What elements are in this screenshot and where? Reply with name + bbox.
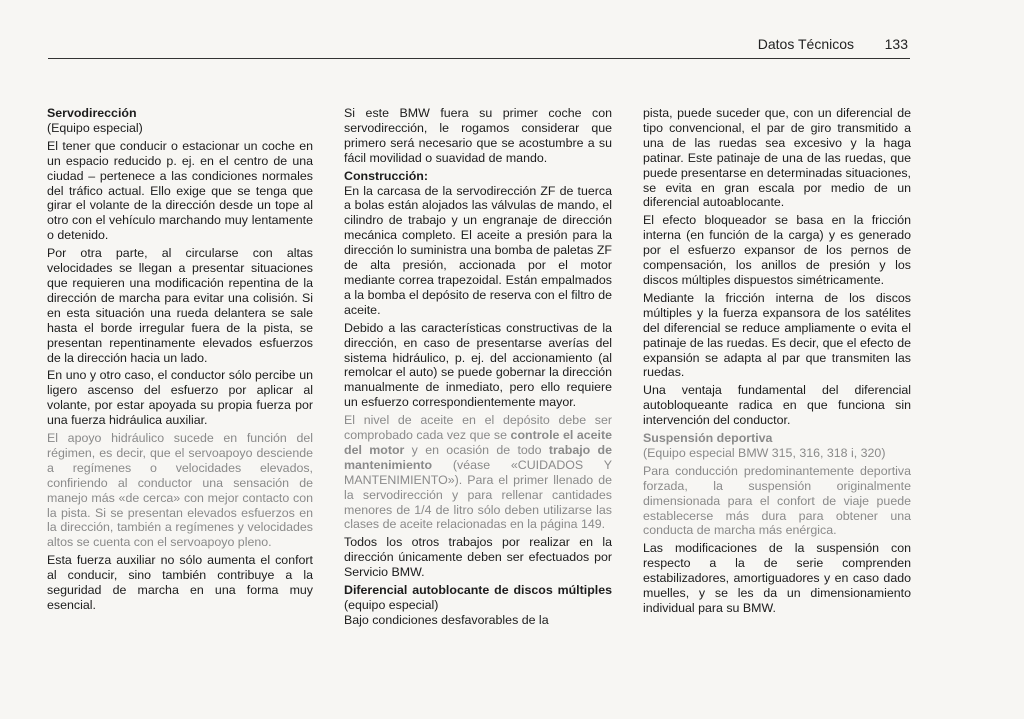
page-number: 133 xyxy=(884,36,908,52)
header-rule xyxy=(48,58,910,59)
heading-diferencial-block xyxy=(344,583,612,613)
paragraph: El tener que conducir o estacionar un coche en un espacio reducido p. ej. en el centro de una ciudad – pertenece a las condiciones normales del tráfico actual. Ello exige que se tenga que girar el volante de la dirección desde un tope al otro con el vehículo marchando muy lentamente o detenido. xyxy=(47,138,313,243)
page-header xyxy=(48,36,910,60)
paragraph-oil-level xyxy=(344,413,612,532)
paragraph: Una ventaja fundamental del diferencial autobloqueante radica en que funciona sin intervención del conductor. xyxy=(643,383,911,428)
text-run: y en ocasión de todo xyxy=(404,442,549,457)
paragraph: Todos los otros trabajos por realizar en la dirección únicamente deben ser efectuados por Servicio BMW. xyxy=(344,535,612,580)
text-run: (véase «CUIDADOS Y MANTENIMIENTO»). Para el primer llenado de la servodirección y para rellenar cantidades menores de 1/4 de litro sólo deben utilizarse las clases de aceite relacionadas en la página 149. xyxy=(344,457,612,532)
paragraph: Por otra parte, al circularse con altas velocidades se llegan a presentar situaciones que requieren una modificación repentina de la dirección de marcha para evitar una colisión. Si en esta situación una rueda delantera se sale hasta el borde irregular fuera de la pista, se presentan repentinamente elevados esfuerzos de la dirección hacia un lado. xyxy=(47,246,313,365)
heading-suspension-deportiva: Suspensión deportiva xyxy=(643,431,773,446)
emphasis-trabajo-mantenimiento: trabajo de mantenimiento xyxy=(344,442,613,472)
column-right xyxy=(643,106,911,619)
heading-diferencial: Diferencial autoblocante de discos múltiples xyxy=(344,583,612,598)
emphasis-controle-aceite: controle el aceite del motor xyxy=(344,428,612,457)
paragraph: Esta fuerza auxiliar no sólo aumenta el confort al conducir, sino también contribuye a la seguridad de marcha en una forma muy esencial. xyxy=(47,553,313,612)
paragraph: El efecto bloqueador se basa en la fricción interna (en función de la carga) y es generado por el esfuerzo expansor de los pernos de compensación, los anillos de presión y los discos múltiples dispuestos simétricamente. xyxy=(643,213,911,287)
paragraph: Las modificaciones de la suspensión con respecto a la de serie comprenden estabilizadores, amortiguadores y en caso dado muelles, y se les da un dimensionamiento individual para su BMW. xyxy=(643,541,911,615)
heading-construccion: Construcción: xyxy=(344,168,428,183)
paragraph: Para conducción predominantemente deportiva forzada, la suspensión originalmente dimensionada para el confort de viaje puede establecerse más dura para obtener una conducta de marcha más enérgica. xyxy=(643,463,911,538)
subheading-equipo-especial: (Equipo especial) xyxy=(47,120,143,135)
paragraph: Debido a las características constructivas de la dirección, en caso de presentarse averías del sistema hidráulico, p. ej. del accionamiento (al remolcar el auto) se puede gobernar la dirección manualmente de inmediato, pero ello requiere un esfuerzo correspondientemente mayor. xyxy=(344,320,612,410)
paragraph: pista, puede suceder que, con un diferencial de tipo convencional, el par de giro transmitido a una de las ruedas sea excesivo y la haga patinar. Este patinaje de una de las ruedas, que puede presentarse en determinadas situaciones, se evita en gran escala por medio de un diferencial autoablocante. xyxy=(643,106,911,210)
heading-servodireccion: Servodirección xyxy=(47,106,137,120)
heading-diferencial-sub: (equipo especial) xyxy=(344,598,439,612)
paragraph: El apoyo hidráulico sucede en función del régimen, es decir, que el servoapoyo desciende a regímenes o velocidades elevados, confiriendo al conductor una sensación de manejo más «de cerca» con mejor contacto con la pista. Si se presentan elevados esfuerzos en la dirección, también a regímenes y velocidades altos se cuenta con el servoapoyo pleno. xyxy=(47,431,313,550)
paragraph: Mediante la fricción interna de los discos múltiples y la fuerza expansora de los satélites del diferencial se reduce ampliamente o evita el patinaje de las ruedas. Es decir, que el efecto de expansión se adapta al par que transmiten las ruedas. xyxy=(643,290,911,380)
column-middle xyxy=(344,106,612,631)
paragraph: En la carcasa de la servodirección ZF de tuerca a bolas están alojados las válvulas de mando, el cilindro de trabajo y un engranaje de dirección mecánica completo. El aceite a presión para la dirección lo suministra una bomba de paletas ZF de alta presión, accionada por el motor mediante correa trapezoidal. Están empalmados a la bomba el depósito de reserva con el filtro de aceite. xyxy=(344,183,612,317)
paragraph: En uno y otro caso, el conductor sólo percibe un ligero ascenso del esfuerzo por aplicar al volante, por estar apoyada su propia fuerza por una fuerza hidráulica auxiliar. xyxy=(47,368,313,428)
paragraph: Bajo condiciones desfavorables de la xyxy=(344,612,549,627)
column-left xyxy=(47,106,313,616)
paragraph: Si este BMW fuera su primer coche con servodirección, le rogamos considerar que primero será necesario que se acostumbre a su fácil movilidad o suavidad de mando. xyxy=(344,106,612,165)
subheading-equipo-especial: (Equipo especial BMW 315, 316, 318 i, 320) xyxy=(643,445,886,460)
section-title: Datos Técnicos xyxy=(757,36,854,52)
text-run: El nivel de aceite en el depósito debe ser comprobado cada vez que se xyxy=(344,413,612,443)
